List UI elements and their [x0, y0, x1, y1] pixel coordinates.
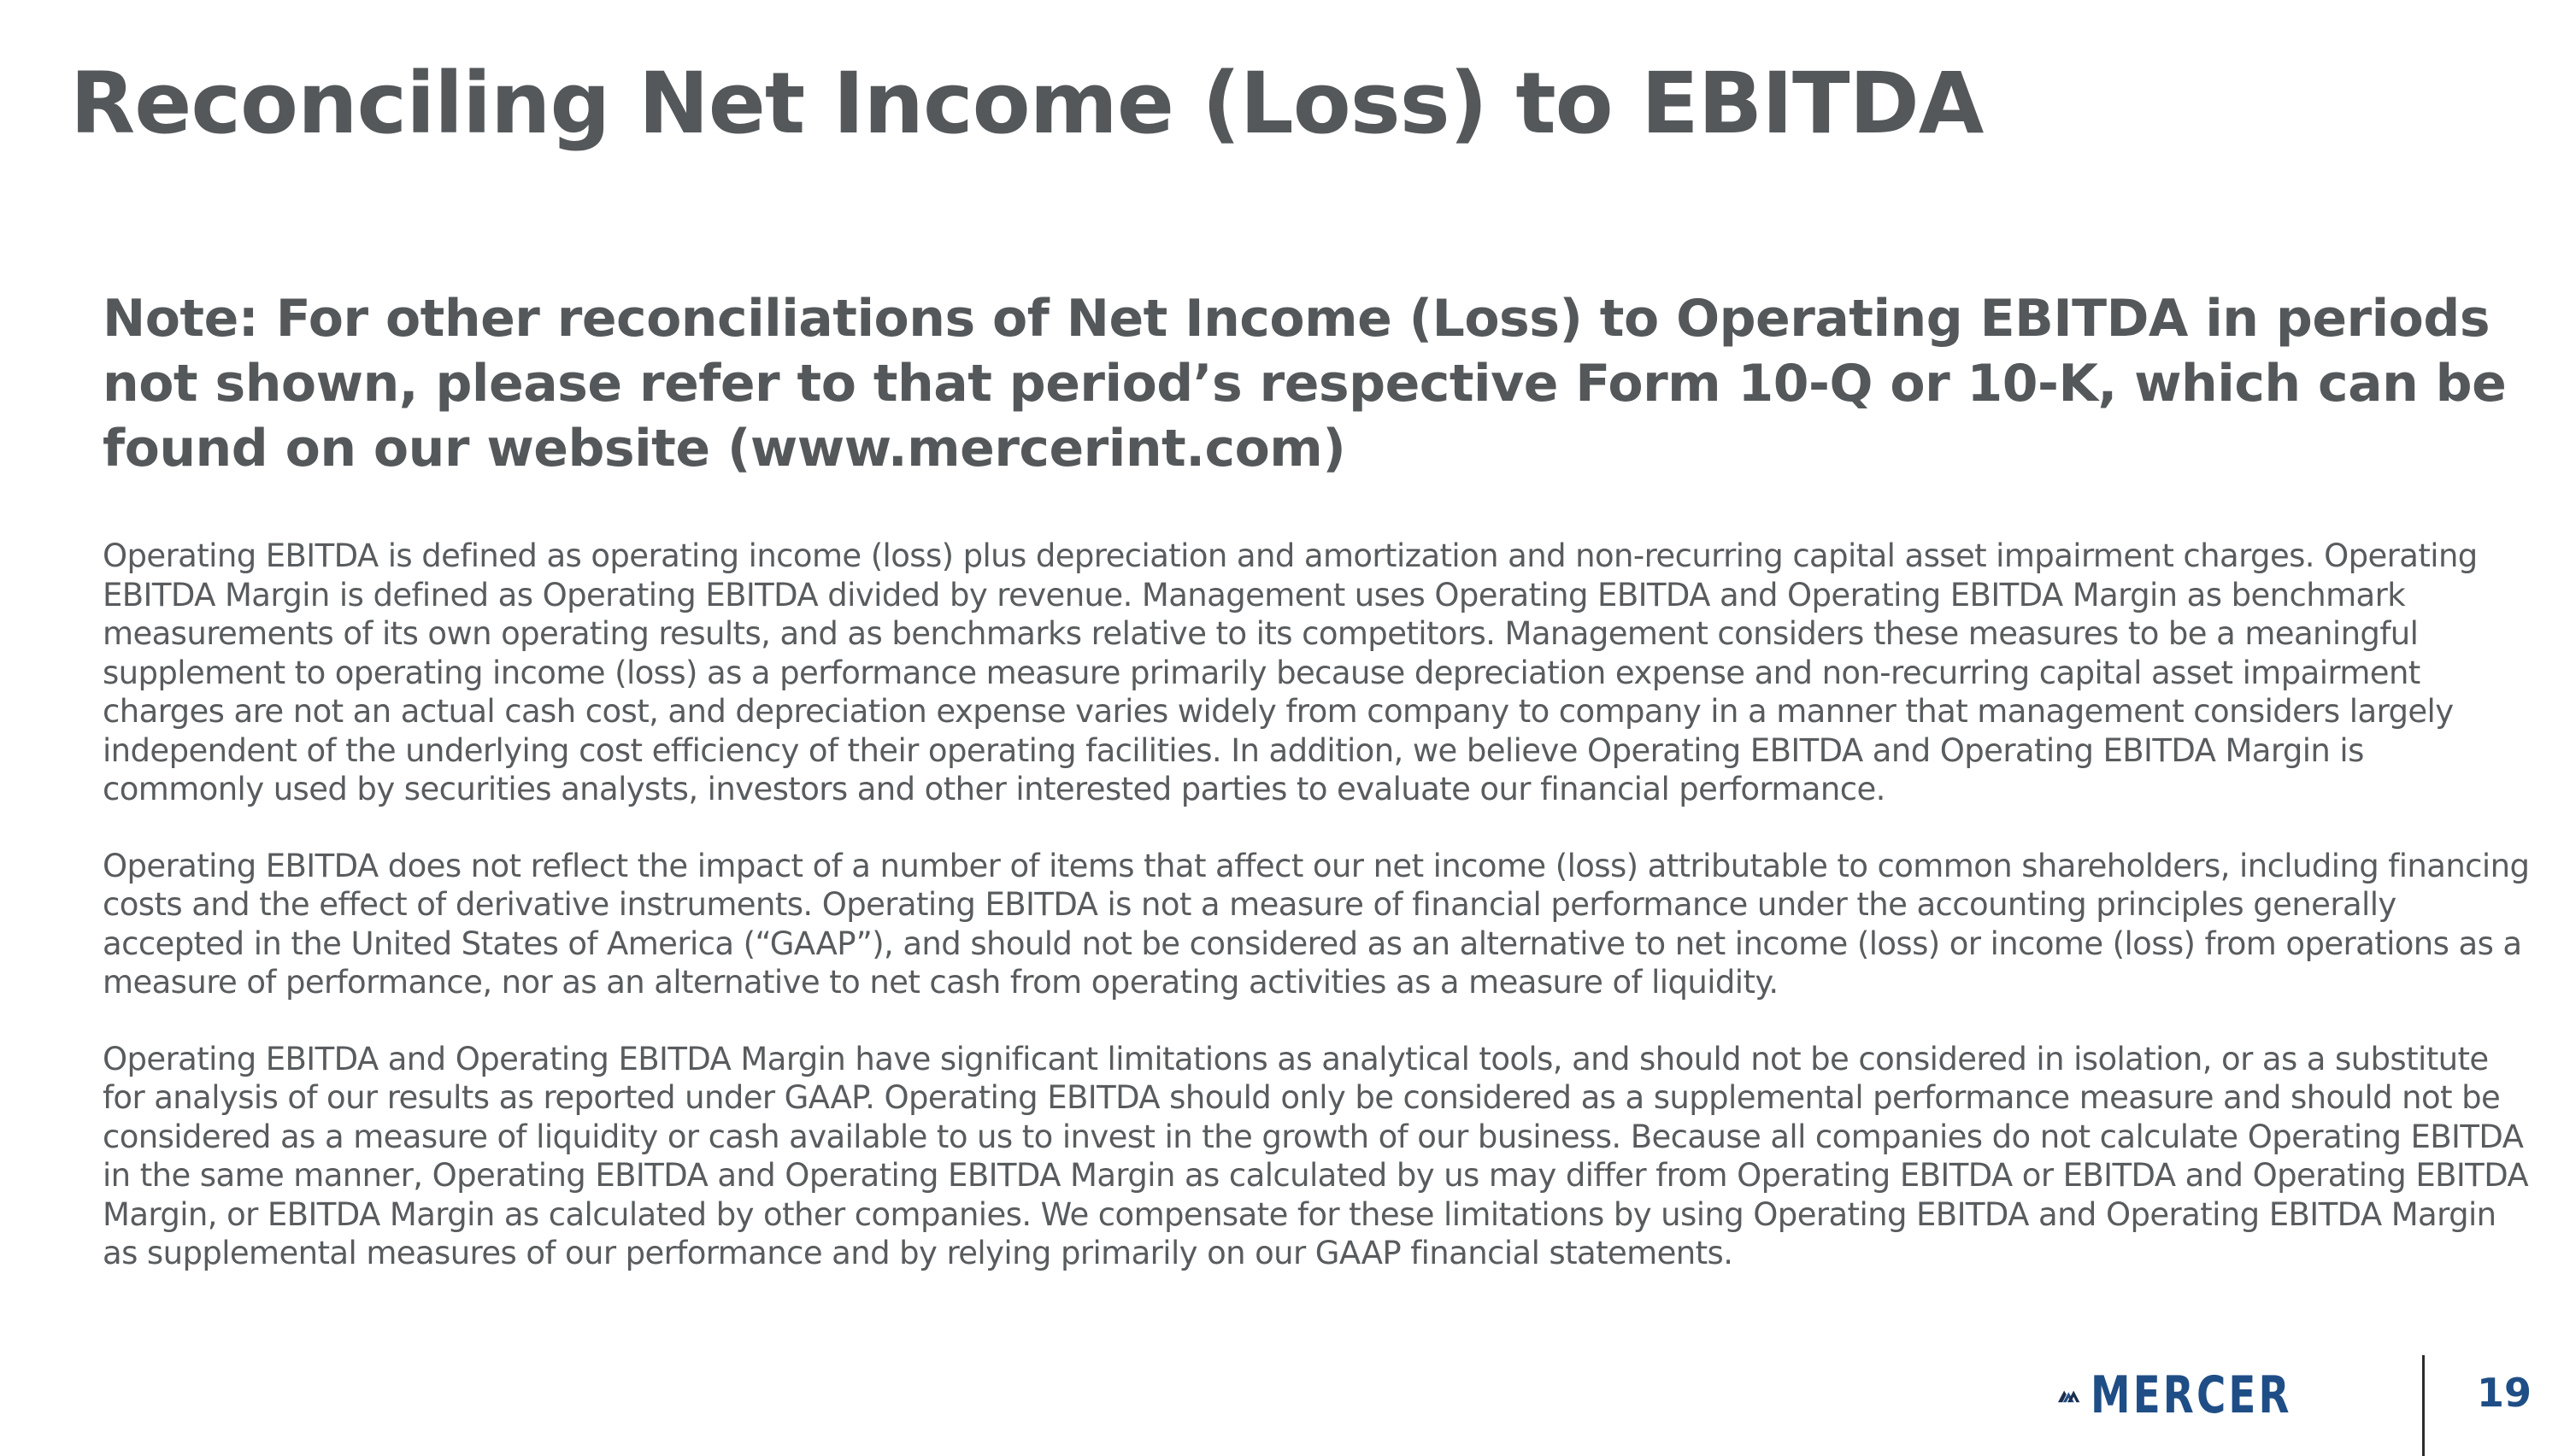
page-number: 19 — [2477, 1370, 2532, 1416]
paragraph-definition: Operating EBITDA is defined as operating income (loss) plus depreciation and amortization and non-recurring capital asset impairment charges. Operating EBITDA Margin is defined as Operating EBITDA divided by revenue. Management uses Operating EBITDA and Operating EBITDA Margin as benchmark measurements of its own operating results, and as benchmarks relative to its competitors. Management considers these measures to be a meaningful supplement to operating income (loss) as a performance measure primarily because depreciation expense and non-recurring capital asset impairment charges are not an actual cash cost, and depreciation expense varies widely from company to company in a manner that management considers largely independent of the underlying cost efficiency of their operating facilities. In addition, we believe Operating EBITDA and Operating EBITDA Margin is commonly used by securities analysts, investors and other interested parties to evaluate our financial performance. — [103, 537, 2478, 807]
slide-title: Reconciling Net Income (Loss) to EBITDA — [70, 55, 1984, 153]
ebitda-definition-text — [103, 537, 2530, 1311]
reconciliation-note: Note: For other reconciliations of Net Income (Loss) to Operating EBITDA in periods not shown, please refer to that period’s respective Form 10-Q or 10-K, which can be found on our website (www.mercerint.com) — [103, 289, 2507, 478]
mercer-mountain-logo-icon — [2058, 1374, 2084, 1417]
mercer-wordmark: MERCER — [2090, 1365, 2292, 1425]
footer-divider — [2422, 1355, 2425, 1456]
paragraph-limitations-impact: Operating EBITDA does not reflect the impact of a number of items that affect our net income (loss) attributable to common shareholders, including financing costs and the effect of derivative instruments. Operating EBITDA is not a measure of financial performance under the accounting principles generally accepted in the United States of America (“GAAP”), and should not be considered as an alternative to net income (loss) or income (loss) from operations as a measure of performance, nor as an alternative to net cash from operating activities as a measure of liquidity. — [103, 847, 2530, 1001]
paragraph-analytical-limitations: Operating EBITDA and Operating EBITDA Margin have significant limitations as analytical tools, and should not be considered in isolation, or as a substitute for analysis of our results as reported under GAAP. Operating EBITDA should only be considered as a supplemental performance measure and should not be considered as a measure of liquidity or cash available to us to invest in the growth of our business. Because all companies do not calculate Operating EBITDA in the same manner, Operating EBITDA and Operating EBITDA Margin as calculated by us may differ from Operating EBITDA or EBITDA and Operating EBITDA Margin, or EBITDA Margin as calculated by other companies. We compensate for these limitations by using Operating EBITDA and Operating EBITDA Margin as supplemental measures of our performance and by relying primarily on our GAAP financial statements. — [103, 1040, 2529, 1271]
mercer-logo — [2058, 1365, 2349, 1425]
